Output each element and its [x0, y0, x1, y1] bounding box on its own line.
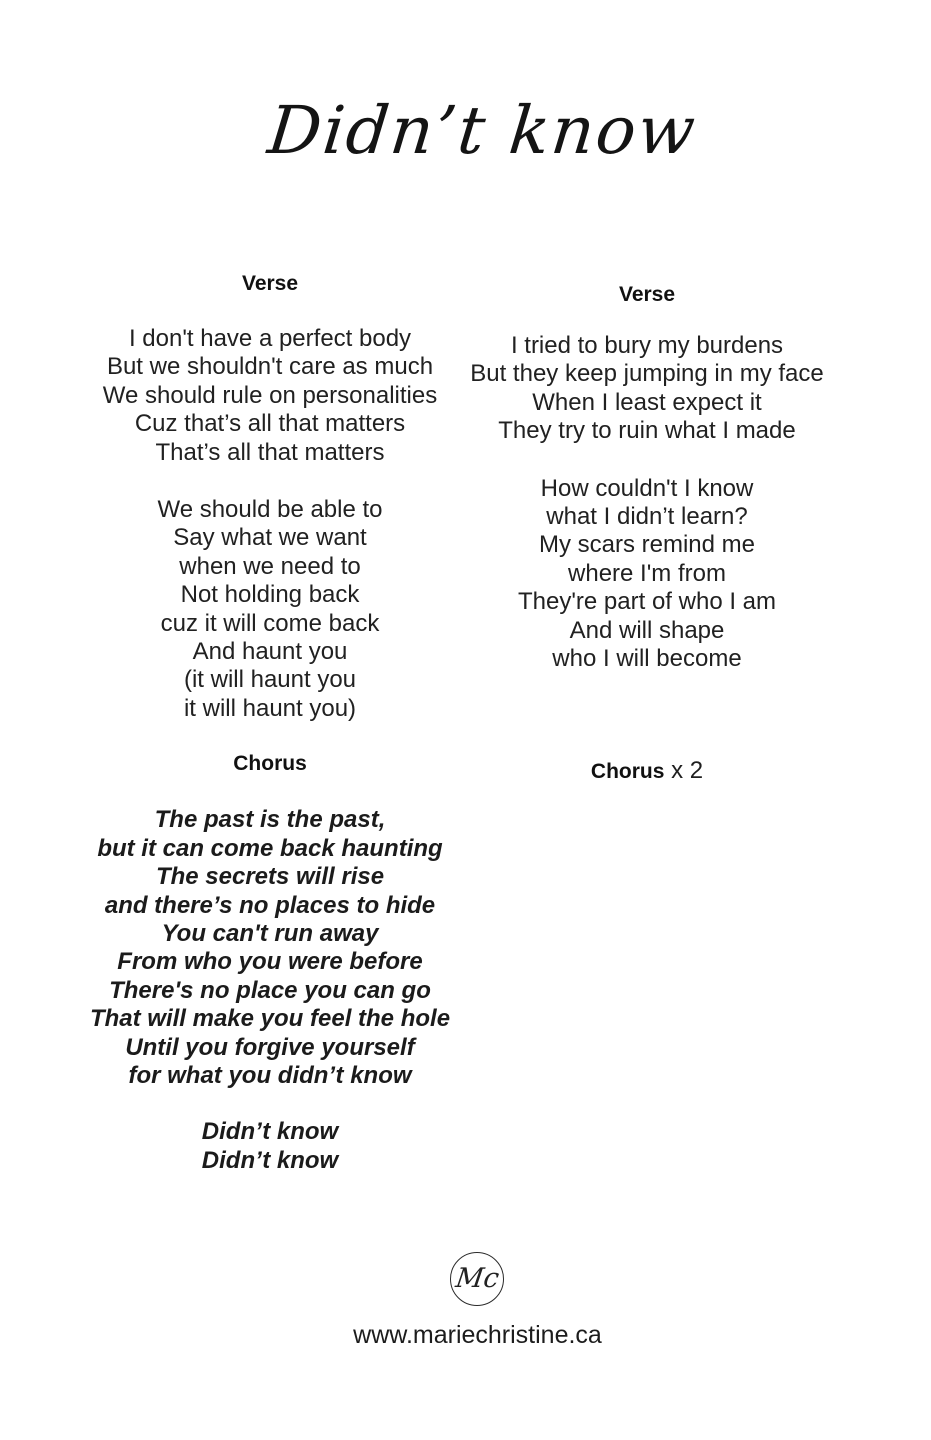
lyric-line: There's no place you can go — [109, 976, 431, 1004]
lyric-line: cuz it will come back — [160, 609, 380, 637]
verse-heading-right-label: Verse — [618, 283, 676, 306]
lyric-line: We should be able to — [157, 496, 383, 524]
lyric-line: The secrets will rise — [155, 863, 385, 891]
chorus-repeat-label: Chorus — [590, 760, 665, 784]
lyric-line: But we shouldn't care as much — [106, 353, 434, 381]
lyric-line: They try to ruin what I made — [498, 417, 796, 445]
column-right — [421, 281, 873, 786]
lyric-line: what I didn’t learn? — [546, 503, 748, 531]
lyric-line: And will shape — [569, 616, 725, 644]
lyric-line: And haunt you — [192, 638, 348, 666]
lyric-line: That will make you feel the hole — [89, 1005, 451, 1033]
lyric-line: (it will haunt you — [183, 666, 357, 694]
lyric-line: for what you didn’t know — [128, 1061, 412, 1089]
lyric-line: Until you forgive yourself — [125, 1033, 415, 1061]
chorus-repeat-heading — [421, 757, 873, 786]
chorus-stanza — [44, 806, 496, 1090]
lyric-line: They're part of who I am — [517, 588, 777, 616]
lyric-line: We should rule on personalities — [102, 381, 438, 409]
lyric-line: You can't run away — [161, 919, 379, 947]
chorus-refrain — [44, 1118, 496, 1175]
logo-circle — [450, 1252, 504, 1306]
lyric-line: where I'm from — [568, 559, 726, 587]
verse-stanza-2-right — [421, 475, 873, 674]
chorus-repeat-count: x 2 — [664, 757, 704, 785]
lyric-line: when we need to — [179, 552, 361, 580]
lyric-line: Didn’t know — [201, 1146, 339, 1174]
logo-monogram: Mc — [453, 1262, 501, 1294]
chorus-heading-label: Chorus — [233, 752, 307, 776]
lyric-line: but it can come back haunting — [97, 834, 443, 862]
lyric-line: Didn’t know — [201, 1118, 339, 1146]
lyric-line: How couldn't I know — [540, 474, 754, 502]
lyric-line: I tried to bury my burdens — [510, 332, 784, 359]
lyric-line: From who you were before — [117, 948, 423, 976]
verse-heading-right — [421, 281, 873, 309]
lyric-line: Cuz that’s all that matters — [134, 410, 406, 438]
lyric-line: Not holding back — [180, 581, 360, 609]
lyric-line: My scars remind me — [538, 531, 756, 559]
lyric-line: When I least expect it — [532, 388, 762, 416]
lyric-line: I don't have a perfect body — [128, 325, 412, 352]
lyric-line: That’s all that matters — [155, 438, 385, 466]
verse-stanza-1-right — [421, 332, 873, 446]
song-title: Didn’t know — [264, 92, 701, 169]
lyric-line: Say what we want — [173, 524, 367, 552]
website-url: www.mariechristine.ca — [353, 1321, 602, 1349]
verse-heading-left-label: Verse — [241, 272, 299, 295]
lyric-line: The past is the past, — [154, 806, 386, 834]
lyric-line: it will haunt you) — [183, 694, 357, 722]
lyric-line: But they keep jumping in my face — [470, 360, 824, 388]
lyric-line: and there’s no places to hide — [104, 891, 436, 919]
lyric-line: who I will become — [552, 645, 742, 673]
